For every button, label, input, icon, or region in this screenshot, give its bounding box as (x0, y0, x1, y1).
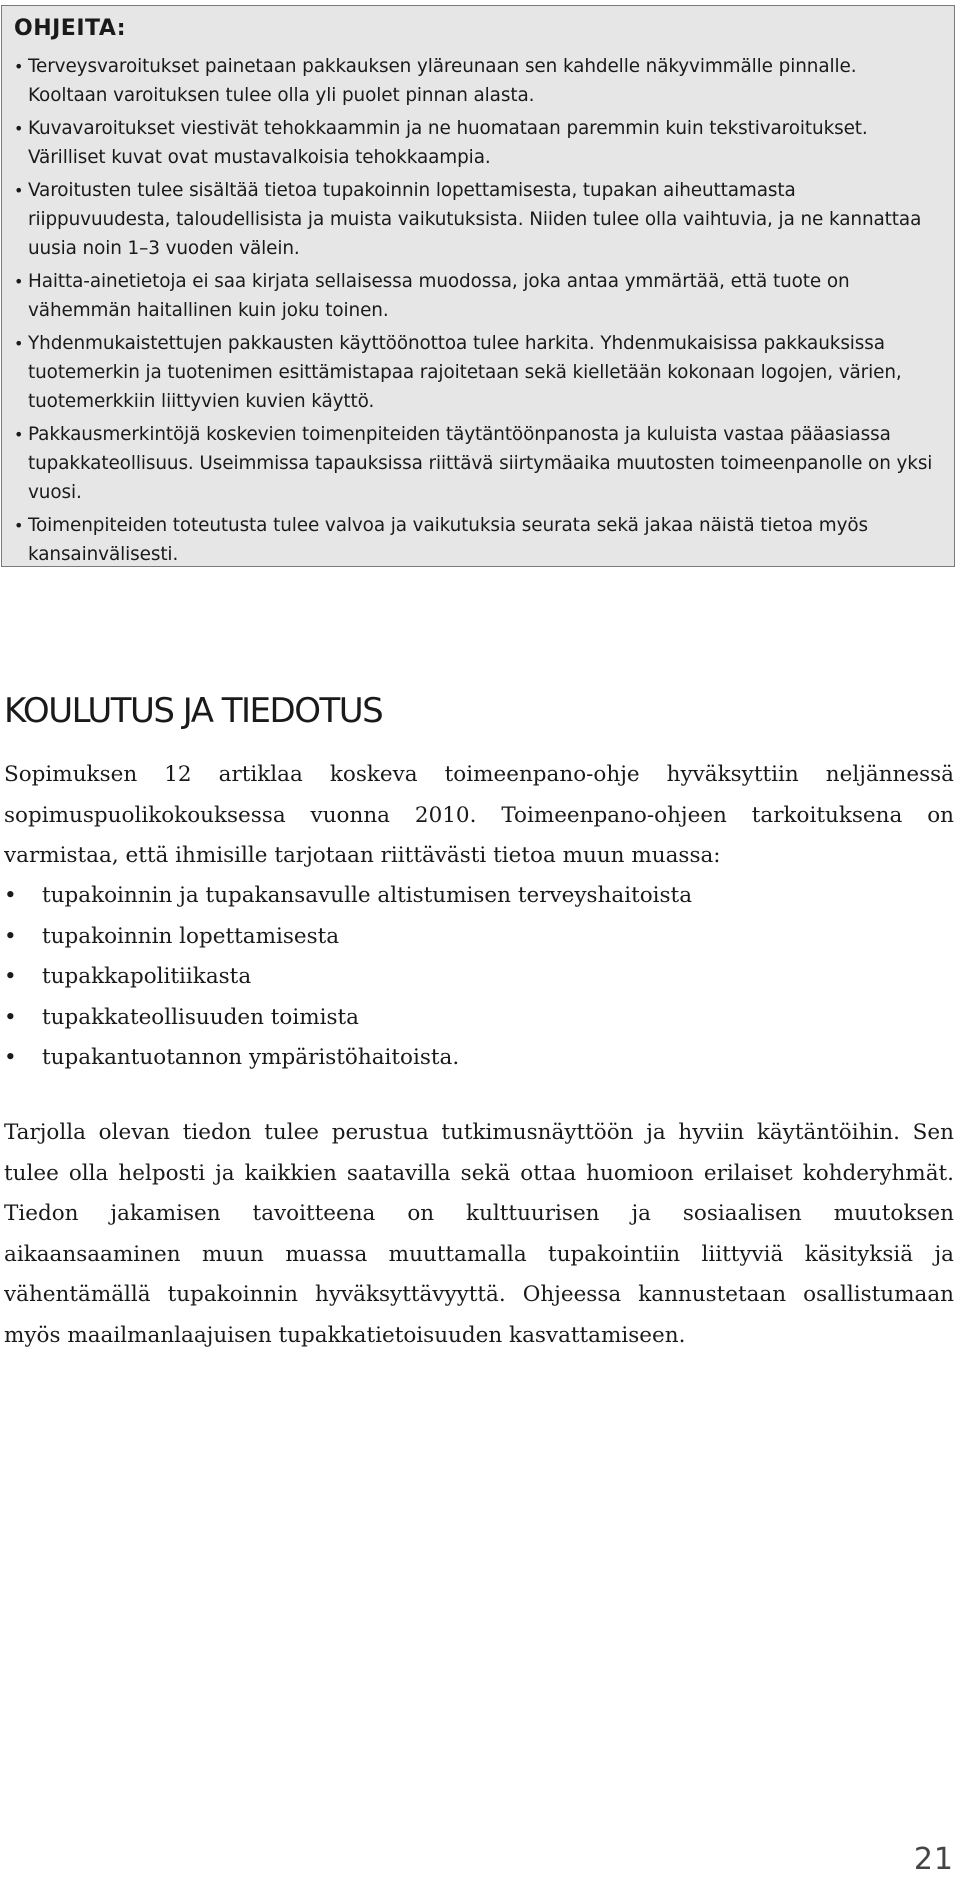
guidelines-box (1, 5, 955, 567)
topic-text: tupakoinnin lopettamisesta (42, 923, 340, 949)
topic-text: tupakantuotannon ympäristöhaitoista. (42, 1045, 460, 1070)
bullet-icon: • (4, 1004, 17, 1030)
guidelines-title: OHJEITA: (14, 16, 127, 41)
guideline-item (14, 511, 940, 569)
guideline-text: Varoitusten tulee sisältää tietoa tupakoinnin lopettamisesta, tupakan aiheuttamasta riippuvuudesta, taloudellisista ja muista vaikutuksista. Niiden tulee olla vaihtuvia, ja ne kannattaa uusia noin 1–3 vuoden välein. (28, 180, 922, 259)
guideline-item (14, 114, 940, 172)
guideline-text: Kuvavaroitukset viestivät tehokkaammin ja ne huomataan paremmin kuin tekstivaroitukset. Värilliset kuvat ovat mustavalkoisia tehokkaampia. (28, 118, 868, 168)
topic-list-item (4, 917, 954, 958)
topic-text: tupakkateollisuuden toimista (42, 1004, 359, 1030)
closing-paragraph: Tarjolla olevan tiedon tulee perustua tutkimusnäyttöön ja hyviin käytäntöihin. Sen tulee olla helposti ja kaikkien saatavilla sekä ottaa huomioon erilaiset kohderyhmät. Tiedon jakamisen tavoitteena on kulttuurisen ja sosiaalisen muutoksen aikaansaaminen muun muassa muuttamalla tupakointiin liittyviä käsityksiä ja vähentämällä tupakoinnin hyväksyttävyyttä. Ohjeessa kannustetaan osallistumaan myös maailmanlaajuisen tupakkatietoisuuden kasvattamiseen. (4, 1120, 954, 1348)
bullet-icon: • (4, 923, 17, 949)
topic-list-item (4, 998, 954, 1039)
bullet-icon: • (14, 272, 24, 291)
guideline-text: Terveysvaroitukset painetaan pakkauksen yläreunaan sen kahdelle näkyvimmälle pinnalle. Kooltaan varoituksen tulee olla yli puolet pinnan alasta. (28, 56, 857, 106)
topic-list-item (4, 957, 954, 998)
guideline-item (14, 176, 940, 263)
bullet-icon: • (4, 1045, 17, 1070)
intro-paragraph: Sopimuksen 12 artiklaa koskeva toimeenpano-ohje hyväksyttiin neljännessä sopimuspuolikokouksessa vuonna 2010. Toimeenpano-ohjeen tarkoituksena on varmistaa, että ihmisille tarjotaan riittävästi tietoa muun muassa: (4, 762, 954, 868)
guideline-item (14, 420, 940, 507)
page-number: 21 (913, 1842, 954, 1877)
guideline-text: Yhdenmukaistettujen pakkausten käyttöönottoa tulee harkita. Yhdenmukaisissa pakkauksissa tuotemerkin ja tuotenimen esittämistapaa rajoitetaan sekä kielletään kokonaan logojen, värien, tuotemerkkiin liittyvien kuvien käyttö. (28, 333, 902, 412)
topic-text: tupakkapolitiikasta (42, 964, 252, 989)
guideline-item (14, 329, 940, 416)
bullet-icon: • (4, 883, 17, 908)
guideline-text: Toimenpiteiden toteutusta tulee valvoa ja vaikutuksia seurata sekä jakaa näistä tietoa myös kansainvälisesti. (28, 515, 869, 565)
guidelines-list (14, 52, 940, 569)
topic-list-item (4, 876, 954, 917)
bullet-icon: • (14, 425, 24, 444)
bullet-icon: • (14, 334, 24, 353)
guideline-item (14, 52, 940, 110)
bullet-icon: • (14, 119, 24, 138)
bullet-icon: • (14, 516, 24, 535)
guideline-text: Haitta-ainetietoja ei saa kirjata sellaisessa muodossa, joka antaa ymmärtää, että tuote on vähemmän haitallinen kuin joku toinen. (28, 271, 850, 321)
bullet-icon: • (4, 964, 17, 989)
topic-text: tupakoinnin ja tupakansavulle altistumisen terveyshaitoista (42, 883, 693, 908)
bullet-icon: • (14, 181, 24, 200)
topic-list-item (4, 1038, 954, 1079)
section-heading: KOULUTUS JA TIEDOTUS (4, 691, 383, 731)
bullet-icon: • (14, 57, 24, 76)
guideline-text: Pakkausmerkintöjä koskevien toimenpiteiden täytäntöönpanosta ja kuluista vastaa pääasiassa tupakkateollisuus. Useimmissa tapauksissa riittävä siirtymäaika muutosten toimeenpanolle on yksi vuosi. (28, 424, 933, 503)
guideline-item (14, 267, 940, 325)
topic-list (4, 876, 954, 1079)
